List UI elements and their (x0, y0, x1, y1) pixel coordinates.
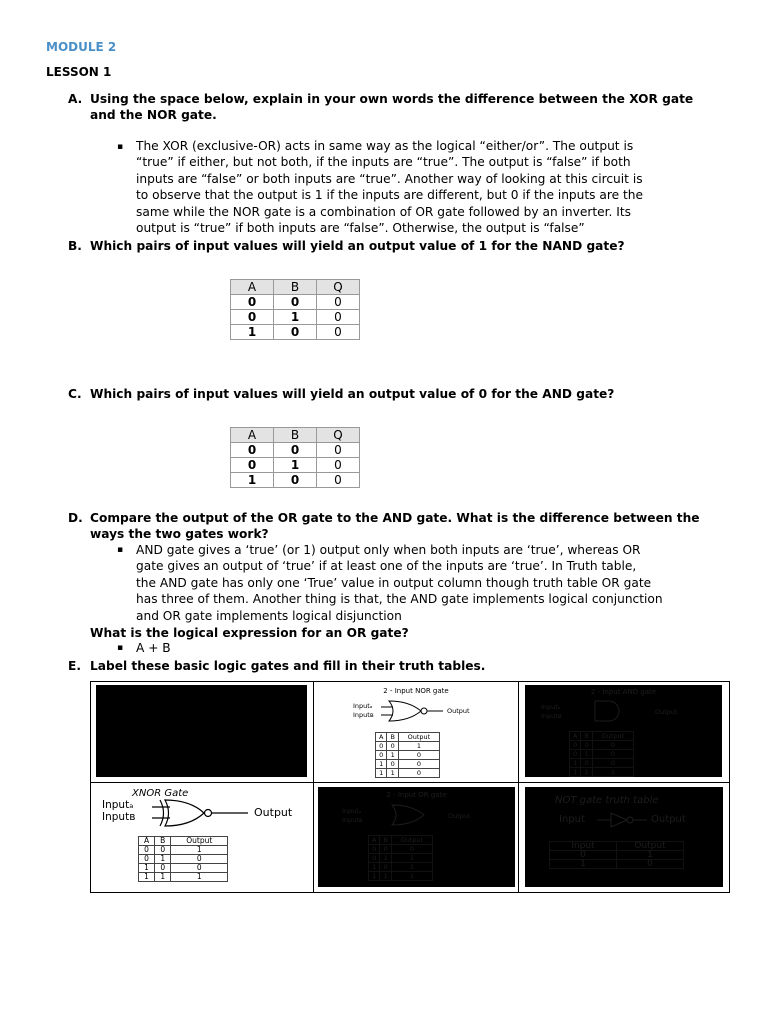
and-input-a: Inputₐ (541, 703, 561, 711)
table-header: A (139, 837, 155, 846)
answer-d-line: and OR gate implements logical disjunction (136, 608, 402, 623)
answer-d-line: has three of them. Another thing is that, the AND gate implements logical conjunction (136, 592, 663, 607)
table-row (231, 295, 360, 310)
grid-divider (518, 682, 519, 892)
nor-gate-card (315, 684, 517, 780)
and-gate-card (525, 685, 722, 777)
or-gate-title: 2 - Input OR gate (386, 791, 447, 799)
table-row (139, 846, 228, 855)
gate-image-blank (96, 685, 307, 777)
xnor-truth-table (138, 836, 228, 882)
xnor-output-label: Output (254, 806, 293, 819)
table-row (231, 458, 360, 473)
table-header: Output (617, 842, 684, 851)
table-row (369, 845, 433, 854)
table-cell: 0 (380, 863, 391, 872)
not-gate-icon (597, 811, 647, 829)
answer-d (136, 542, 663, 624)
table-cell: 0 (387, 760, 398, 769)
gates-grid (90, 681, 730, 893)
table-cell: 0 (369, 845, 380, 854)
table-cell: 0 (570, 741, 581, 750)
table-cell: 1 (570, 759, 581, 768)
table-cell: 0 (155, 846, 171, 855)
table-row (376, 742, 440, 751)
table-cell: 0 (274, 325, 317, 340)
or-truth-table (368, 835, 433, 881)
table-cell: 0 (231, 458, 274, 473)
table-header-a: A (231, 280, 274, 295)
table-row (139, 855, 228, 864)
table-cell: 1 (391, 863, 432, 872)
table-cell: 1 (155, 855, 171, 864)
table-cell: 1 (274, 458, 317, 473)
answer-a-line: The XOR (exclusive-OR) acts in same way as the logical “either/or”. The output is (136, 139, 634, 153)
table-cell: 1 (581, 750, 592, 759)
question-a-line1: Using the space below, explain in your own words the difference between the XOR gate (90, 92, 694, 106)
table-row (139, 873, 228, 882)
table-row (139, 864, 228, 873)
and-truth-table (569, 731, 634, 777)
or-gate-icon (382, 803, 442, 827)
not-output-label: Output (651, 814, 686, 825)
grid-divider (313, 682, 314, 892)
question-a-line2: and the NOR gate. (90, 108, 217, 122)
table-header-q: Q (317, 428, 360, 443)
table-row (231, 310, 360, 325)
answer-a-line: to observe that the output is 1 if the inputs are different, but 0 if the inputs are the (136, 188, 643, 203)
lesson-heading: LESSON 1 (46, 65, 112, 79)
table-row (231, 473, 360, 488)
table-header: B (581, 732, 592, 741)
table-cell: 0 (398, 760, 439, 769)
table-cell: 1 (171, 846, 228, 855)
answer-d-sub: A + B (136, 641, 171, 655)
table-row (376, 751, 440, 760)
table-row (570, 768, 634, 777)
question-d-line1: Compare the output of the OR gate to the AND gate. What is the difference between the (90, 511, 700, 525)
table-cell: 1 (391, 872, 432, 881)
table-header: Input (550, 842, 617, 851)
question-c-text: Which pairs of input values will yield an output value of 0 for the AND gate? (90, 387, 615, 401)
and-output-label: Output (655, 708, 678, 716)
table-cell: 1 (592, 768, 633, 777)
answer-d-line: the AND gate has only one ‘True’ value in output column though truth table OR gate (136, 575, 652, 590)
not-input-label: Input (559, 814, 585, 825)
table-header: Output (391, 836, 432, 845)
question-d (68, 510, 748, 544)
not-gate-card (525, 787, 723, 887)
table-cell: 1 (391, 854, 432, 863)
table-cell: 0 (231, 295, 274, 310)
table-cell: 0 (155, 864, 171, 873)
xnor-gate-title: XNOR Gate (132, 788, 189, 799)
table-row (550, 860, 684, 869)
table-header: A (570, 732, 581, 741)
answer-d-line: AND gate gives a ‘true’ (or 1) output only when both inputs are ‘true’, whereas OR (136, 543, 641, 557)
table-cell: 1 (171, 873, 228, 882)
table-header-q: Q (317, 280, 360, 295)
table-cell: 0 (171, 864, 228, 873)
table-header: Output (592, 732, 633, 741)
table-cell: 1 (376, 769, 387, 778)
truth-table-and (230, 427, 360, 488)
table-cell: 0 (231, 443, 274, 458)
question-b-label: B. (68, 239, 82, 253)
xnor-gate-icon (152, 798, 252, 828)
table-cell: 0 (581, 759, 592, 768)
table-cell: 1 (380, 854, 391, 863)
table-cell: 0 (139, 855, 155, 864)
table-row (570, 741, 634, 750)
grid-divider (91, 782, 729, 783)
table-cell: 0 (317, 310, 360, 325)
table-header: B (387, 733, 398, 742)
table-cell: 1 (369, 863, 380, 872)
nor-truth-table (375, 732, 440, 778)
truth-table-nand (230, 279, 360, 340)
table-header: A (376, 733, 387, 742)
table-cell: 1 (231, 325, 274, 340)
table-header-b: B (274, 280, 317, 295)
table-cell: 1 (387, 769, 398, 778)
table-cell: 1 (139, 864, 155, 873)
table-cell: 1 (155, 873, 171, 882)
table-row (570, 750, 634, 759)
table-header-a: A (231, 428, 274, 443)
nor-gate-title: 2 - Input NOR gate (383, 687, 449, 695)
table-row (550, 851, 684, 860)
nor-gate-icon (381, 699, 445, 723)
table-header: Output (171, 837, 228, 846)
or-gate-card (318, 787, 515, 887)
table-cell: 1 (570, 768, 581, 777)
table-row (231, 443, 360, 458)
table-header: A (369, 836, 380, 845)
or-input-a: Inputₐ (342, 807, 362, 815)
table-row (376, 769, 440, 778)
table-cell: 0 (581, 741, 592, 750)
table-cell: 0 (592, 750, 633, 759)
nor-input-a: Inputₐ (353, 702, 373, 710)
table-cell: 0 (376, 742, 387, 751)
table-cell: 0 (550, 851, 617, 860)
table-cell: 1 (550, 860, 617, 869)
table-cell: 0 (592, 759, 633, 768)
question-d-sub: What is the logical expression for an OR gate? (90, 626, 409, 640)
question-e-text: Label these basic logic gates and fill in their truth tables. (90, 659, 486, 673)
question-b-text: Which pairs of input values will yield an output value of 1 for the NAND gate? (90, 239, 625, 253)
table-cell: 0 (274, 473, 317, 488)
table-row (369, 863, 433, 872)
table-cell: 0 (317, 443, 360, 458)
table-cell: 0 (369, 854, 380, 863)
table-cell: 1 (369, 872, 380, 881)
table-cell: 0 (380, 845, 391, 854)
question-a-label: A. (68, 92, 83, 106)
table-cell: 0 (317, 458, 360, 473)
or-input-b: Inputʙ (342, 816, 363, 824)
and-gate-title: 2 - Input AND gate (590, 688, 657, 696)
bullet-icon: ▪ (117, 545, 124, 555)
not-truth-table (549, 841, 684, 869)
table-cell: 0 (617, 860, 684, 869)
and-gate-icon (585, 699, 645, 723)
module-heading: MODULE 2 (46, 40, 117, 54)
xnor-input-b: Inputʙ (102, 811, 136, 823)
table-cell: 0 (391, 845, 432, 854)
question-c (68, 386, 728, 404)
table-row (369, 854, 433, 863)
table-row (369, 872, 433, 881)
table-header-b: B (274, 428, 317, 443)
answer-a-line: inputs are “false” or both inputs are “true”. Another way of looking at this circuit is (136, 171, 643, 186)
table-header: B (155, 837, 171, 846)
answer-a (136, 138, 643, 236)
table-cell: 0 (274, 295, 317, 310)
table-row (376, 760, 440, 769)
table-cell: 1 (274, 310, 317, 325)
answer-a-line: same while the NOR gate is a combination of OR gate followed by an inverter. Its (136, 204, 632, 219)
table-cell: 1 (139, 873, 155, 882)
table-cell: 0 (387, 742, 398, 751)
answer-a-line: “true” if either, but not both, if the inputs are “true”. The output is “false” if both (136, 155, 631, 170)
table-header: B (380, 836, 391, 845)
bullet-icon: ▪ (117, 643, 124, 653)
table-cell: 0 (317, 295, 360, 310)
table-row (570, 759, 634, 768)
question-e-label: E. (68, 659, 81, 673)
question-c-label: C. (68, 387, 82, 401)
question-d-line2: ways the two gates work? (90, 527, 269, 541)
bullet-icon: ▪ (117, 142, 124, 152)
table-row (231, 325, 360, 340)
table-cell: 1 (398, 742, 439, 751)
table-header: Output (398, 733, 439, 742)
question-a (68, 91, 728, 125)
and-input-b: Inputʙ (541, 712, 562, 720)
table-cell: 0 (398, 751, 439, 760)
table-cell: 1 (380, 872, 391, 881)
table-cell: 0 (592, 741, 633, 750)
table-cell: 0 (171, 855, 228, 864)
question-e (68, 658, 728, 676)
table-cell: 0 (570, 750, 581, 759)
table-cell: 1 (387, 751, 398, 760)
or-output-label: Output (448, 812, 471, 820)
answer-d-line: gate gives an output of ‘true’ if at least one of the inputs are ‘true’. In Truth table, (136, 559, 637, 574)
question-b (68, 238, 728, 256)
not-gate-title: NOT gate truth table (555, 795, 659, 806)
xnor-gate-card (94, 784, 310, 890)
xnor-input-a: Inputₐ (102, 799, 134, 811)
table-cell: 0 (139, 846, 155, 855)
table-cell: 0 (317, 473, 360, 488)
table-cell: 0 (376, 751, 387, 760)
answer-a-line: output is “true” if both inputs are “false”. Otherwise, the output is “false” (136, 221, 585, 236)
table-cell: 0 (231, 310, 274, 325)
nor-output-label: Output (447, 707, 470, 715)
table-cell: 0 (398, 769, 439, 778)
nor-input-b: Inputʙ (353, 711, 374, 719)
table-cell: 1 (231, 473, 274, 488)
table-cell: 0 (274, 443, 317, 458)
table-cell: 1 (617, 851, 684, 860)
table-cell: 1 (376, 760, 387, 769)
question-d-label: D. (68, 511, 83, 525)
table-cell: 0 (317, 325, 360, 340)
table-cell: 1 (581, 768, 592, 777)
